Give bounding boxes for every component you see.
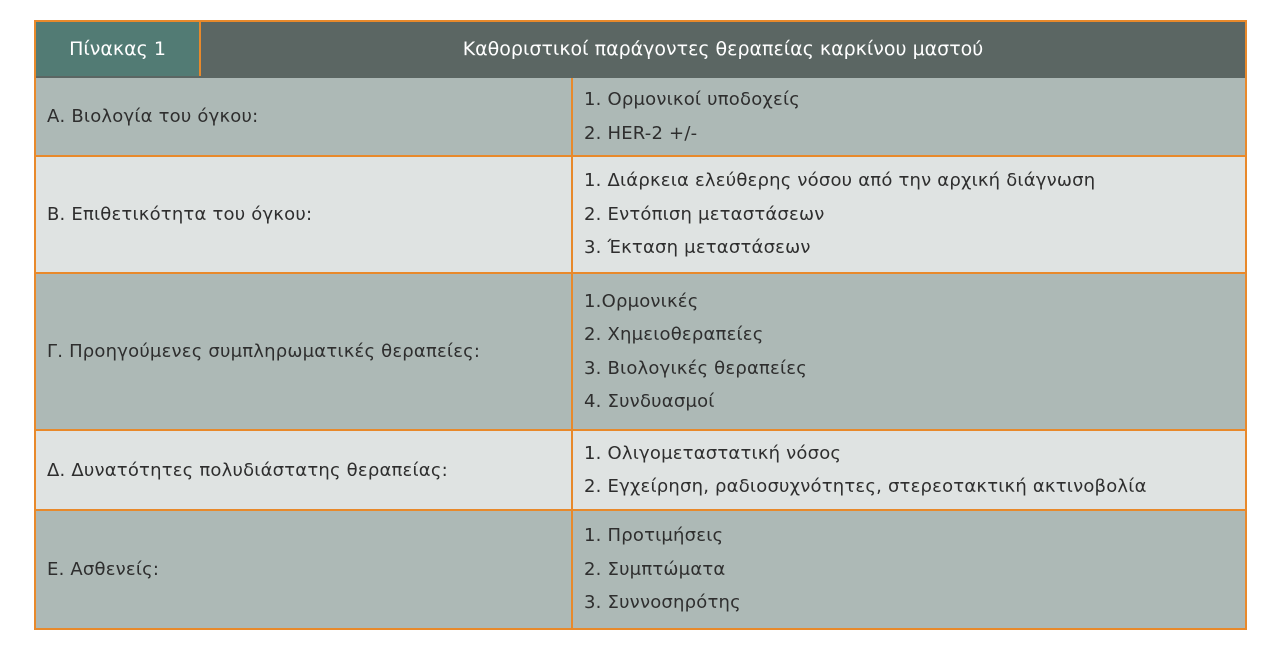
table-row [36,274,1245,429]
list-item: 3. Συννοσηρότης [584,592,741,614]
list-item: 2. Χημειοθεραπείες [584,324,764,345]
list-item: 4. Συνδυασμοί [584,391,715,412]
row-items [573,157,1245,272]
table-title: Καθοριστικοί παράγοντες θεραπείας καρκίνου μαστού [462,38,984,60]
row-category: Ε. Ασθενείς: [36,511,573,628]
therapy-factors-table [34,20,1247,630]
table-row [36,78,1245,155]
list-item: 1. Ολιγομεταστατική νόσος [584,442,842,464]
row-items [573,78,1245,155]
list-item: 2. Εγχείρηση, ραδιοσυχνότητες, στερεοτακτική ακτινοβολία [584,476,1147,497]
row-items [573,431,1245,509]
list-item: 1. Διάρκεια ελεύθερης νόσου από την αρχική διάγνωση [584,170,1096,192]
table-header [36,22,1245,78]
table-row [36,431,1245,509]
table-row [36,511,1245,628]
list-item: 3. Έκταση μεταστάσεων [584,237,811,259]
row-items [573,274,1245,429]
row-category: Δ. Δυνατότητες πολυδιάστατης θεραπείας: [36,431,573,509]
row-category: Α. Βιολογία του όγκου: [36,78,573,155]
table-number-label: Πίνακας 1 [36,22,201,76]
list-item: 3. Βιολογικές θεραπείες [584,357,807,379]
table-row [36,157,1245,272]
list-item: 2. HER-2 +/- [584,122,698,144]
row-category: Β. Επιθετικότητα του όγκου: [36,157,573,272]
list-item: 1. Προτιμήσεις [584,525,724,547]
list-item: 2. Εντόπιση μεταστάσεων [584,203,825,225]
list-item: 2. Συμπτώματα [584,558,726,580]
list-item: 1. Ορμονικοί υποδοχείς [584,89,801,110]
row-category: Γ. Προηγούμενες συμπληρωματικές θεραπείες: [36,274,573,429]
list-item: 1.Ορμονικές [584,290,699,312]
row-items [573,511,1245,628]
